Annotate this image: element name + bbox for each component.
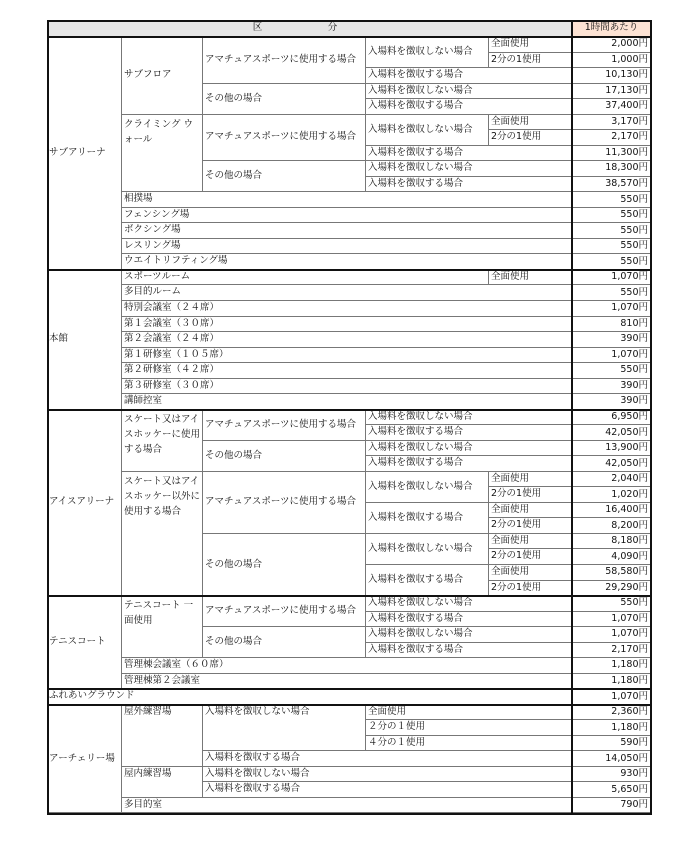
facility-name-text: フェンシング場 xyxy=(124,208,190,220)
usage-case xyxy=(203,534,366,596)
usage-option xyxy=(489,534,572,550)
price-value xyxy=(572,643,652,659)
price-value-text: 1,070円 xyxy=(611,302,648,314)
price-value xyxy=(572,115,652,131)
facility-name-text: 第２会議室（２４席） xyxy=(124,333,220,345)
price-value xyxy=(572,487,652,503)
section-name-text: アーチェリー場 xyxy=(49,752,115,764)
fee-condition-text: 入場料を徴収しない場合 xyxy=(368,542,473,554)
price-value xyxy=(572,254,652,270)
fee-condition-text: 入場料を徴収する場合 xyxy=(368,457,464,469)
usage-case xyxy=(203,161,366,192)
fee-condition-text: 入場料を徴収する場合 xyxy=(368,100,464,112)
price-value xyxy=(572,658,652,674)
price-value xyxy=(572,503,652,519)
fee-condition xyxy=(203,767,572,783)
price-value xyxy=(572,627,652,643)
facility-name xyxy=(122,115,203,193)
usage-option-text: 2分の1使用 xyxy=(491,581,542,593)
price-value xyxy=(572,177,652,193)
price-value-text: 810円 xyxy=(620,317,648,329)
usage-option-text: 2分の1使用 xyxy=(491,519,542,531)
price-value xyxy=(572,317,652,333)
facility-name-text: 第３研修室（３０席） xyxy=(124,379,220,391)
facility-name-text: 第１研修室（１０５席） xyxy=(124,348,229,360)
price-value-text: 5,650円 xyxy=(611,783,648,795)
facility-name xyxy=(122,658,572,674)
price-value-text: 16,400円 xyxy=(605,504,648,516)
fee-condition-text: 入場料を徴収しない場合 xyxy=(368,628,473,640)
facility-name xyxy=(122,270,489,286)
fee-condition xyxy=(366,99,572,115)
facility-name xyxy=(122,208,572,224)
section-divider xyxy=(47,409,652,411)
price-value-text: 42,050円 xyxy=(605,426,648,438)
usage-option xyxy=(366,705,572,721)
facility-name xyxy=(122,332,572,348)
table-border xyxy=(47,20,49,814)
price-value xyxy=(572,146,652,162)
facility-name-text: 管理棟会議室（６０席） xyxy=(124,659,229,671)
fee-condition xyxy=(366,84,572,100)
price-value xyxy=(572,270,652,286)
price-value xyxy=(572,596,652,612)
price-value-text: 3,170円 xyxy=(611,115,648,127)
facility-name-text: 屋内練習場 xyxy=(124,767,172,779)
usage-case xyxy=(203,627,366,658)
usage-case-text: その他の場合 xyxy=(205,636,263,648)
header-price xyxy=(572,20,652,37)
price-value-text: 2,360円 xyxy=(611,706,648,718)
facility-name xyxy=(122,767,203,798)
usage-case-text: アマチュアスポーツに使用する場合 xyxy=(205,131,356,143)
facility-name xyxy=(122,674,572,690)
usage-case xyxy=(203,596,366,627)
price-value xyxy=(572,239,652,255)
usage-option xyxy=(489,270,572,286)
price-value-text: 550円 xyxy=(620,364,648,376)
price-value-text: 4,090円 xyxy=(611,550,648,562)
price-value-text: 14,050円 xyxy=(605,752,648,764)
section-name-text: アイスアリーナ xyxy=(49,496,115,508)
price-value-text: 8,180円 xyxy=(611,535,648,547)
price-value xyxy=(572,674,652,690)
price-value xyxy=(572,285,652,301)
usage-option xyxy=(489,53,572,69)
price-value xyxy=(572,68,652,84)
usage-option xyxy=(366,720,572,736)
usage-option-text: 全面使用 xyxy=(491,503,530,515)
price-value-text: 42,050円 xyxy=(605,457,648,469)
facility-name-text: 第２研修室（４２席） xyxy=(124,364,220,376)
header-category-label: 区 分 xyxy=(252,22,366,33)
facility-name xyxy=(122,379,572,395)
price-value xyxy=(572,301,652,317)
facility-name xyxy=(122,301,572,317)
usage-case-text: その他の場合 xyxy=(205,558,263,570)
price-value xyxy=(572,549,652,565)
fee-condition xyxy=(203,782,572,798)
price-value-text: 1,070円 xyxy=(611,690,648,702)
usage-case-text: その他の場合 xyxy=(205,449,263,461)
usage-option-text: 全面使用 xyxy=(491,38,530,49)
header-category xyxy=(47,20,572,37)
usage-option xyxy=(489,472,572,488)
facility-name xyxy=(122,472,203,596)
usage-option xyxy=(489,565,572,581)
usage-option xyxy=(489,549,572,565)
price-value xyxy=(572,565,652,581)
fee-condition-text: 入場料を徴収する場合 xyxy=(368,426,464,438)
facility-name xyxy=(122,410,203,472)
usage-case-text: その他の場合 xyxy=(205,170,263,182)
price-value xyxy=(572,37,652,53)
fee-condition-text: 入場料を徴収する場合 xyxy=(368,177,464,189)
fee-condition-text: 入場料を徴収しない場合 xyxy=(368,597,473,609)
price-value-text: 550円 xyxy=(620,286,648,298)
price-value-text: 550円 xyxy=(620,209,648,221)
price-value-text: 10,130円 xyxy=(605,69,648,81)
price-value-text: 1,020円 xyxy=(611,488,648,500)
usage-option xyxy=(489,518,572,534)
price-value xyxy=(572,379,652,395)
fee-condition-text: 入場料を徴収しない場合 xyxy=(368,123,473,135)
price-value-text: 18,300円 xyxy=(605,162,648,174)
usage-option-text: 2分の1使用 xyxy=(491,131,542,143)
price-value xyxy=(572,534,652,550)
usage-case-text: アマチュアスポーツに使用する場合 xyxy=(205,496,356,508)
facility-name xyxy=(122,348,572,364)
facility-name-text: レスリング場 xyxy=(124,239,181,251)
facility-name xyxy=(122,254,572,270)
header-price-label: 1時間あたり xyxy=(584,22,639,33)
fee-condition xyxy=(366,627,572,643)
usage-option xyxy=(489,37,572,53)
facility-name-text: 管理棟第２会議室 xyxy=(124,674,201,686)
usage-case-text: アマチュアスポーツに使用する場合 xyxy=(205,605,356,617)
facility-name xyxy=(122,37,203,115)
price-value xyxy=(572,348,652,364)
price-value xyxy=(572,130,652,146)
price-value xyxy=(572,192,652,208)
price-value xyxy=(572,223,652,239)
fee-condition xyxy=(366,643,572,659)
price-value xyxy=(572,84,652,100)
usage-option-text: 2分の1使用 xyxy=(491,488,542,500)
fee-condition-text: 入場料を徴収する場合 xyxy=(368,612,464,624)
fee-condition xyxy=(366,472,489,503)
facility-name-text: 第１会議室（３０席） xyxy=(124,317,220,329)
facility-name-text: 相撲場 xyxy=(124,193,153,205)
fee-condition-text: 入場料を徴収しない場合 xyxy=(368,441,473,453)
price-value-text: 37,400円 xyxy=(605,100,648,112)
fee-condition-text: 入場料を徴収する場合 xyxy=(368,69,464,81)
facility-name-text: 講師控室 xyxy=(124,395,163,407)
fee-condition-text: 入場料を徴収しない場合 xyxy=(205,705,310,717)
section-divider xyxy=(47,704,652,706)
price-value-text: 390円 xyxy=(620,333,648,345)
usage-option-text: 全面使用 xyxy=(368,705,407,717)
fee-condition xyxy=(366,37,489,68)
usage-option xyxy=(489,130,572,146)
usage-option-text: 全面使用 xyxy=(491,270,530,282)
facility-name xyxy=(122,192,572,208)
price-value-text: 13,900円 xyxy=(605,442,648,454)
fee-condition-text: 入場料を徴収する場合 xyxy=(205,783,301,795)
price-value-text: 550円 xyxy=(620,597,648,609)
price-value-text: 550円 xyxy=(620,255,648,267)
price-value xyxy=(572,208,652,224)
usage-option xyxy=(489,487,572,503)
section-name-text: 本館 xyxy=(49,333,69,345)
price-value-text: 58,580円 xyxy=(605,566,648,578)
table-border xyxy=(571,20,573,814)
usage-case xyxy=(203,115,366,162)
section-divider xyxy=(47,813,652,815)
facility-name-text: 多目的室 xyxy=(124,798,163,810)
price-value xyxy=(572,705,652,721)
section-divider xyxy=(47,20,652,22)
price-value-text: 1,070円 xyxy=(611,612,648,624)
section-name xyxy=(47,596,122,689)
fee-condition xyxy=(366,161,572,177)
price-value xyxy=(572,394,652,410)
facility-name-text: 多目的ルーム xyxy=(124,286,182,298)
price-value-text: 790円 xyxy=(620,799,648,811)
price-value xyxy=(572,332,652,348)
price-value-text: 590円 xyxy=(620,737,648,749)
price-value xyxy=(572,99,652,115)
price-value xyxy=(572,441,652,457)
price-value xyxy=(572,518,652,534)
price-value-text: 930円 xyxy=(620,768,648,780)
usage-option xyxy=(489,503,572,519)
price-value xyxy=(572,798,652,814)
usage-option-text: 2分の1使用 xyxy=(491,550,542,562)
fee-condition xyxy=(366,596,572,612)
usage-option-text: ４分の１使用 xyxy=(368,736,426,748)
fee-condition xyxy=(366,441,572,457)
fee-condition-text: 入場料を徴収する場合 xyxy=(368,511,464,523)
price-value xyxy=(572,363,652,379)
section-name xyxy=(47,270,122,410)
fee-condition-text: 入場料を徴収する場合 xyxy=(368,146,464,158)
fee-condition xyxy=(366,456,572,472)
fee-condition xyxy=(366,410,572,426)
facility-name xyxy=(122,363,572,379)
facility-name-text: サブフロア xyxy=(124,69,172,81)
usage-case xyxy=(203,410,366,441)
usage-option xyxy=(489,581,572,597)
facility-name xyxy=(122,705,203,767)
usage-case-text: その他の場合 xyxy=(205,92,263,104)
usage-case xyxy=(203,84,366,115)
facility-name-text: スケート又はアイスホッケー以外に使用する場合 xyxy=(124,475,201,517)
price-value xyxy=(572,581,652,597)
price-value-text: 29,290円 xyxy=(605,581,648,593)
fee-condition xyxy=(366,68,572,84)
section-name xyxy=(47,689,572,705)
usage-option-text: 全面使用 xyxy=(491,115,530,127)
fee-condition-text: 入場料を徴収しない場合 xyxy=(368,480,473,492)
fee-condition xyxy=(366,534,489,565)
price-value-text: 1,180円 xyxy=(611,659,648,671)
price-value-text: 2,000円 xyxy=(611,38,648,50)
fee-condition xyxy=(366,177,572,193)
price-value xyxy=(572,736,652,752)
section-divider xyxy=(47,595,652,597)
price-value-text: 2,040円 xyxy=(611,473,648,485)
price-value-text: 38,570円 xyxy=(605,178,648,190)
facility-name-text: 屋外練習場 xyxy=(124,705,172,717)
fee-condition-text: 入場料を徴収しない場合 xyxy=(368,410,473,422)
section-name xyxy=(47,410,122,596)
usage-case-text: アマチュアスポーツに使用する場合 xyxy=(205,53,356,65)
price-value-text: 390円 xyxy=(620,395,648,407)
price-value xyxy=(572,456,652,472)
section-name-text: サブアリーナ xyxy=(49,146,106,158)
usage-option-text: ２分の１使用 xyxy=(368,721,426,733)
facility-name-text: クライミング ウォール xyxy=(124,118,194,145)
fee-condition xyxy=(203,705,366,752)
fee-condition xyxy=(366,565,489,596)
facility-name xyxy=(122,285,572,301)
facility-name xyxy=(122,239,572,255)
price-value-text: 1,000円 xyxy=(611,53,648,65)
price-value-text: 11,300円 xyxy=(605,146,648,158)
fee-condition-text: 入場料を徴収する場合 xyxy=(368,643,464,655)
fee-condition-text: 入場料を徴収しない場合 xyxy=(368,84,473,96)
price-value xyxy=(572,767,652,783)
price-value-text: 1,070円 xyxy=(611,271,648,283)
usage-case xyxy=(203,472,366,534)
fee-condition-text: 入場料を徴収する場合 xyxy=(368,574,464,586)
fee-table xyxy=(47,20,652,830)
price-value xyxy=(572,612,652,628)
price-value-text: 1,070円 xyxy=(611,628,648,640)
section-divider xyxy=(47,269,652,271)
usage-option xyxy=(489,115,572,131)
table-border xyxy=(650,20,652,814)
price-value-text: 6,950円 xyxy=(611,410,648,422)
facility-name-text: スケート又はアイスホッケーに使用する場合 xyxy=(124,413,201,455)
section-divider xyxy=(47,688,652,690)
fee-condition-text: 入場料を徴収する場合 xyxy=(205,752,301,764)
section-name-text: ふれあいグラウンド xyxy=(49,690,135,702)
price-value-text: 390円 xyxy=(620,379,648,391)
facility-name-text: テニスコート 一面使用 xyxy=(124,600,194,627)
price-value xyxy=(572,161,652,177)
facility-name xyxy=(122,317,572,333)
usage-case xyxy=(203,441,366,472)
facility-name-text: スポーツルーム xyxy=(124,270,191,282)
fee-condition-text: 入場料を徴収しない場合 xyxy=(205,767,310,779)
fee-condition-text: 入場料を徴収しない場合 xyxy=(368,162,473,174)
section-name-text: テニスコート xyxy=(49,636,106,648)
facility-name-text: ウエイトリフティング場 xyxy=(124,255,228,267)
facility-name-text: 特別会議室（２４席） xyxy=(124,302,220,313)
fee-condition xyxy=(366,115,489,146)
facility-name-text: ボクシング場 xyxy=(124,224,181,236)
facility-name xyxy=(122,394,572,410)
price-value xyxy=(572,751,652,767)
price-value xyxy=(572,425,652,441)
price-value xyxy=(572,53,652,69)
price-value-text: 2,170円 xyxy=(611,643,648,655)
usage-case-text: アマチュアスポーツに使用する場合 xyxy=(205,418,356,430)
price-value-text: 8,200円 xyxy=(611,519,648,531)
price-value-text: 550円 xyxy=(620,193,648,205)
facility-name xyxy=(122,596,203,658)
facility-name xyxy=(122,223,572,239)
section-divider xyxy=(47,36,652,38)
fee-condition xyxy=(366,503,489,534)
price-value xyxy=(572,472,652,488)
price-value-text: 17,130円 xyxy=(605,84,648,96)
price-value-text: 2,170円 xyxy=(611,131,648,143)
fee-condition-text: 入場料を徴収しない場合 xyxy=(368,46,473,58)
price-value xyxy=(572,689,652,705)
price-value-text: 550円 xyxy=(620,240,648,252)
section-name xyxy=(47,37,122,270)
usage-option-text: 全面使用 xyxy=(491,534,530,546)
price-value xyxy=(572,410,652,426)
usage-option-text: 全面使用 xyxy=(491,472,530,484)
price-value xyxy=(572,782,652,798)
usage-option-text: 2分の1使用 xyxy=(491,53,542,65)
price-value-text: 550円 xyxy=(620,224,648,236)
section-name xyxy=(47,705,122,814)
usage-case xyxy=(203,37,366,84)
usage-option xyxy=(366,736,572,752)
fee-condition xyxy=(366,146,572,162)
price-value-text: 1,180円 xyxy=(611,674,648,686)
facility-name xyxy=(122,798,572,814)
price-value-text: 1,180円 xyxy=(611,721,648,733)
usage-option-text: 全面使用 xyxy=(491,566,530,578)
fee-condition xyxy=(366,612,572,628)
fee-condition xyxy=(203,751,572,767)
price-value xyxy=(572,720,652,736)
fee-condition xyxy=(366,425,572,441)
price-value-text: 1,070円 xyxy=(611,348,648,360)
